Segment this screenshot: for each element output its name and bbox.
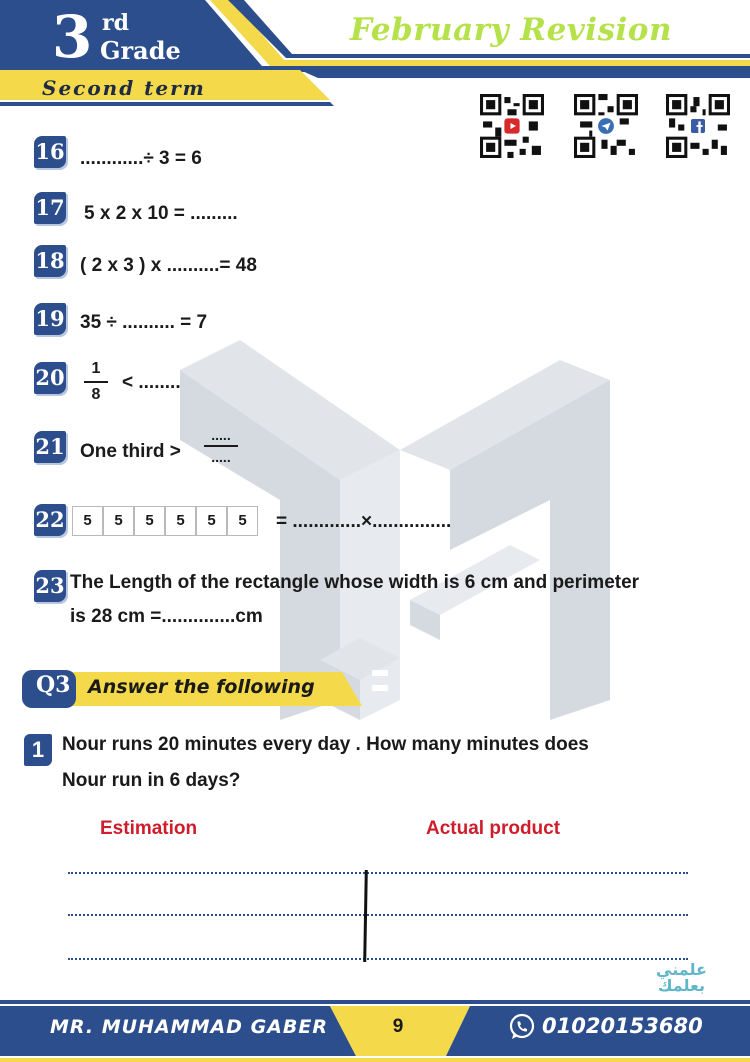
fraction-one-eighth xyxy=(84,360,108,404)
grade-word: Grade xyxy=(100,36,181,65)
fraction-blank xyxy=(204,428,238,464)
whatsapp-icon xyxy=(508,1013,536,1041)
term-label: Second term xyxy=(42,76,206,100)
fraction-bar xyxy=(204,445,238,447)
answer-line[interactable] xyxy=(68,914,688,916)
question-23-line-1: The Length of the rectangle whose width is 6 cm and perimeter xyxy=(70,572,640,593)
publisher-logo xyxy=(656,962,707,994)
section-label: Q3 xyxy=(36,672,71,698)
question-21-text: One third > xyxy=(80,441,181,462)
problem-number: 1 xyxy=(24,734,52,766)
question-20-text: < ........ xyxy=(122,372,181,393)
grade-number: 3 xyxy=(52,3,93,71)
question-23-line-2: is 28 cm =..............cm xyxy=(70,606,263,627)
page-header xyxy=(0,0,750,106)
problem-line-1: Nour runs 20 minutes every day . How many minutes does xyxy=(62,734,589,755)
question-19-text: 35 ÷ .......... = 7 xyxy=(80,312,208,333)
question-number-22: 22 xyxy=(34,504,66,536)
column-divider xyxy=(363,870,368,962)
author-name: MR. MUHAMMAD GABER xyxy=(50,1016,328,1038)
repeated-fives-boxes xyxy=(72,506,258,536)
answer-line[interactable] xyxy=(68,958,688,960)
number-box: 5 xyxy=(72,506,103,536)
question-number-19: 19 xyxy=(34,303,66,335)
question-number-21: 21 xyxy=(34,431,66,463)
phone-number[interactable]: 01020153680 xyxy=(542,1014,703,1038)
fraction-numerator: 1 xyxy=(91,360,101,377)
number-box: 5 xyxy=(227,506,258,536)
question-18-text: ( 2 x 3 ) x ..........= 48 xyxy=(80,255,257,276)
section-title: Answer the following xyxy=(88,676,315,698)
revision-title: February Revision xyxy=(350,12,673,48)
number-box: 5 xyxy=(165,506,196,536)
number-box: 5 xyxy=(103,506,134,536)
logo-text-line-2: بعلمك xyxy=(657,976,706,995)
question-22-text: = .............×............... xyxy=(276,511,452,532)
fraction-numerator: ..... xyxy=(211,427,231,443)
question-17-text: 5 x 2 x 10 = ......... xyxy=(84,203,238,224)
question-number-16: 16 xyxy=(34,136,66,168)
telegram-qr-code[interactable] xyxy=(574,94,638,158)
estimation-heading: Estimation xyxy=(100,818,198,839)
actual-product-heading: Actual product xyxy=(426,818,561,839)
number-box: 5 xyxy=(134,506,165,536)
answer-line[interactable] xyxy=(68,872,688,874)
question-number-20: 20 xyxy=(34,362,66,394)
question-number-18: 18 xyxy=(34,245,66,277)
fraction-bar xyxy=(84,381,108,383)
question-number-23: 23 xyxy=(34,570,66,602)
fraction-denominator: 8 xyxy=(91,386,101,403)
page-number: 9 xyxy=(392,1016,404,1037)
facebook-qr-code[interactable] xyxy=(666,94,730,158)
youtube-qr-code[interactable] xyxy=(480,94,544,158)
logo-text-line-1: علمني xyxy=(656,960,707,979)
fraction-denominator: ..... xyxy=(211,449,231,465)
problem-line-2: Nour run in 6 days? xyxy=(62,770,241,791)
question-number-17: 17 xyxy=(34,192,66,224)
grade-suffix: rd xyxy=(102,10,129,36)
question-16-text: ............÷ 3 = 6 xyxy=(80,148,202,169)
number-box: 5 xyxy=(196,506,227,536)
